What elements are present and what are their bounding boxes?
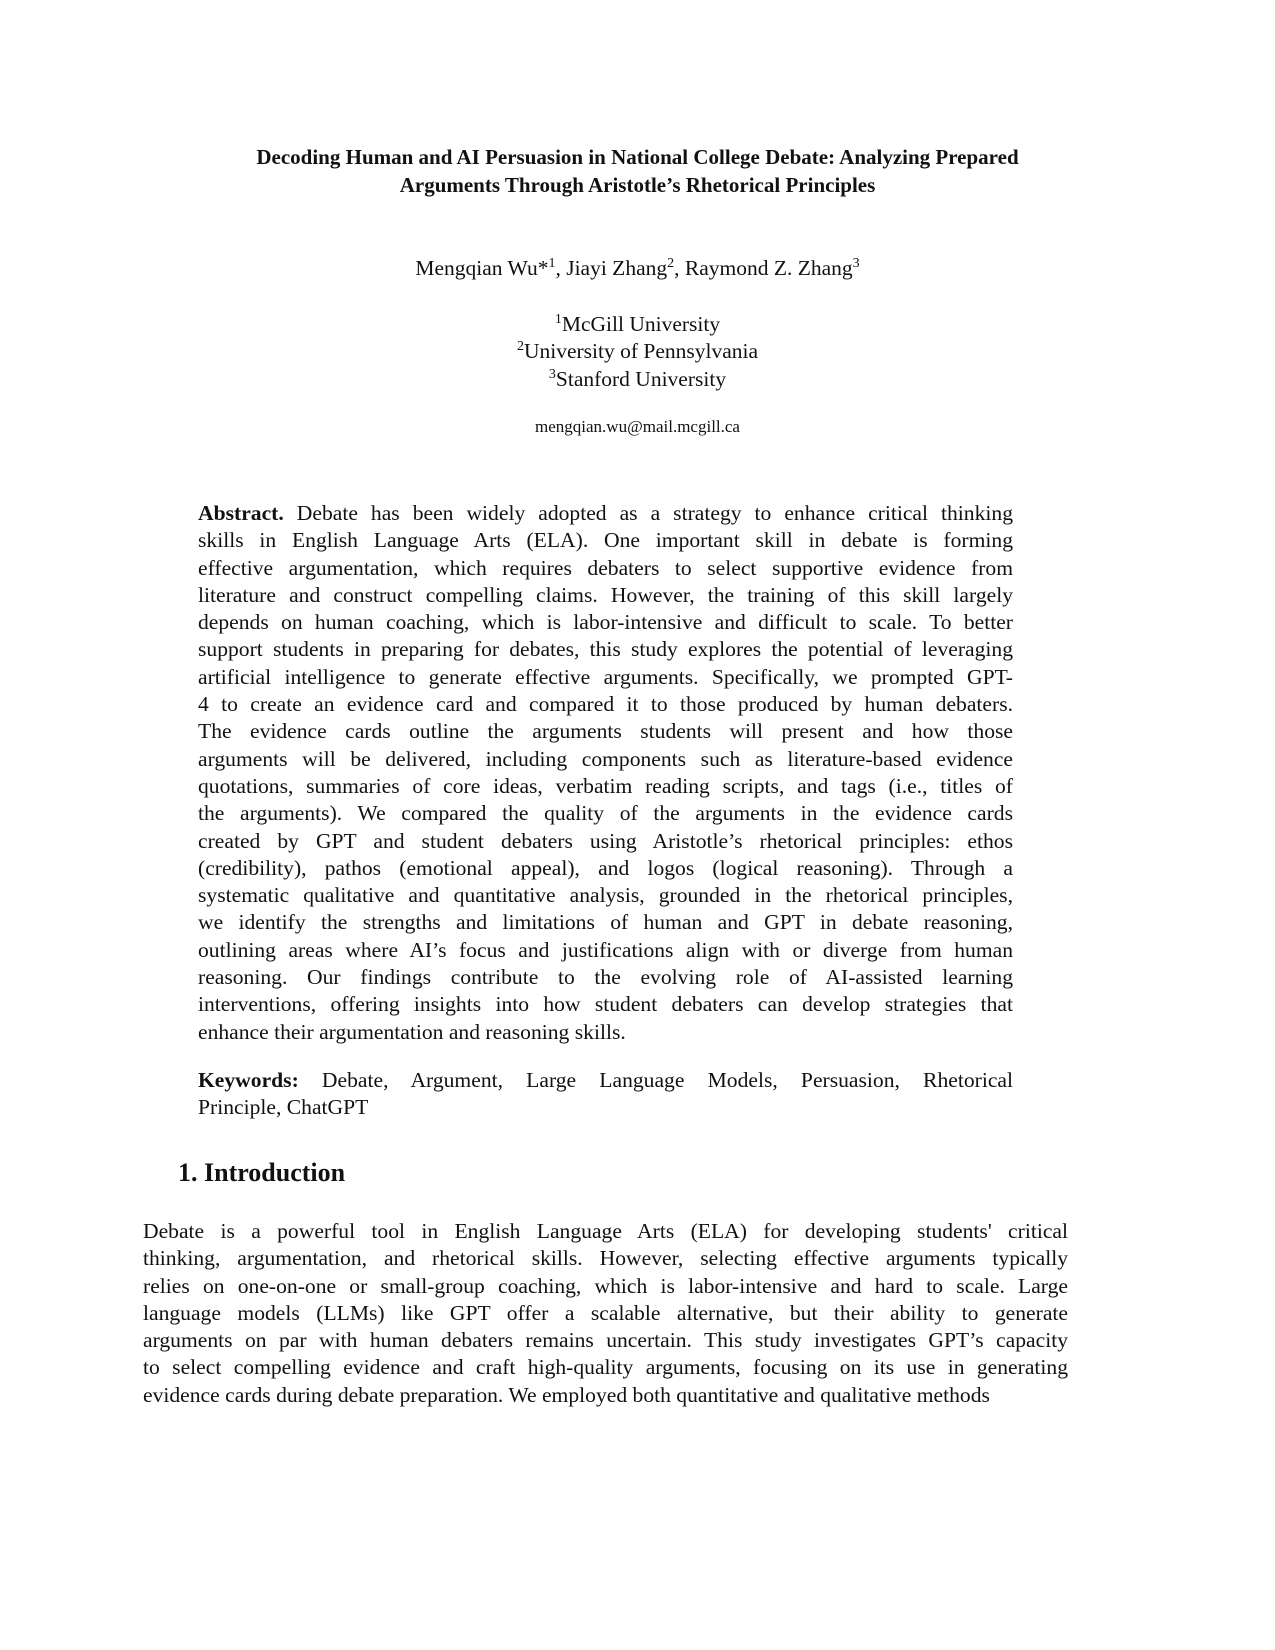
text-line: [198, 882, 1013, 909]
text-line-content: [198, 746, 1013, 773]
label: Abstract.: [198, 501, 284, 525]
line-text: effective argumentation, which requires debaters to select supportive evidence from: [198, 555, 1013, 580]
text-line: [198, 1094, 1013, 1121]
line-text: Debate is a powerful tool in English Language Arts (ELA) for developing students' critical: [143, 1219, 1068, 1243]
line-text: language models (LLMs) like GPT offer a scalable alternative, but their ability to generate: [143, 1300, 1068, 1325]
text-line: [143, 1218, 1068, 1245]
author-affiliation-mark: 2: [667, 255, 675, 271]
introduction-body: [143, 1218, 1068, 1409]
text-line-content: [198, 937, 1013, 964]
text-line: [198, 855, 1013, 882]
text-line: [143, 1354, 1068, 1381]
text-line: [198, 664, 1013, 691]
text-line-content: [143, 1245, 1068, 1272]
text-line-content: [143, 1273, 1068, 1300]
line-text: Debate has been widely adopted as a strategy to enhance critical thinking: [283, 501, 1013, 525]
line-text: 4 to create an evidence card and compared it to those produced by human debaters.: [198, 692, 1013, 717]
text-line-content: [198, 882, 1013, 909]
text-line: [198, 991, 1013, 1018]
author-separator: ,: [555, 256, 567, 280]
text-line: [198, 746, 1013, 773]
line-text: relies on one-on-one or small-group coaching, which is labor-intensive and hard to scale. Large: [143, 1273, 1068, 1298]
line-text: depends on human coaching, which is labor-intensive and difficult to scale. To better: [198, 610, 1013, 635]
line-text: skills in English Language Arts (ELA). One important skill in debate is forming: [198, 528, 1013, 553]
keywords: [198, 1067, 1013, 1122]
text-line: [198, 1019, 1013, 1046]
author-name: Raymond Z. Zhang: [684, 256, 853, 280]
line-text: the arguments). We compared the quality of the arguments in the evidence cards: [198, 801, 1013, 826]
author-name: Jiayi Zhang: [566, 256, 668, 280]
affiliations: [0, 311, 1275, 393]
text-line: [198, 773, 1013, 800]
text-line-content: [198, 500, 1013, 527]
text-line-content: [198, 664, 1013, 691]
line-text: to select compelling evidence and craft high-quality arguments, focusing on its use in generating: [143, 1355, 1068, 1380]
text-line-content: [198, 828, 1013, 855]
text-line-content: [198, 609, 1013, 636]
label: Keywords:: [198, 1068, 299, 1092]
author-affiliation-mark: 3: [852, 255, 860, 271]
text-line-content: [143, 1300, 1068, 1327]
line-text: evidence cards during debate preparation. We employed both quantitative and qualitative methods: [143, 1382, 990, 1407]
line-text: (credibility), pathos (emotional appeal), and logos (logical reasoning). Through a: [198, 855, 1013, 880]
affiliation: [0, 338, 1275, 365]
line-text: thinking, argumentation, and rhetorical skills. However, selecting effective arguments typically: [143, 1246, 1068, 1271]
text-line: [198, 500, 1013, 527]
text-line-content: [143, 1382, 1068, 1409]
text-line: [198, 609, 1013, 636]
author-separator: ,: [674, 256, 685, 280]
affiliation-mark: 3: [548, 366, 556, 382]
text-line-content: [198, 773, 1013, 800]
line-text: we identify the strengths and limitations of human and GPT in debate reasoning,: [198, 910, 1013, 935]
text-line: [198, 718, 1013, 745]
line-text: Principle, ChatGPT: [198, 1095, 369, 1120]
affiliation-name: University of Pennsylvania: [523, 339, 759, 364]
text-line-content: [198, 527, 1013, 554]
affiliation-name: Stanford University: [555, 366, 727, 391]
line-text: literature and construct compelling claims. However, the training of this skill largely: [198, 582, 1013, 607]
title-line: Decoding Human and AI Persuasion in National College Debate: Analyzing Prepared: [256, 145, 1019, 169]
text-line-content: [143, 1327, 1068, 1354]
text-line-content: [198, 991, 1013, 1018]
text-line: [198, 828, 1013, 855]
line-text: artificial intelligence to generate effective arguments. Specifically, we prompted GPT-: [198, 664, 1013, 689]
text-line: [143, 1382, 1068, 1409]
section-heading-introduction: 1. Introduction: [178, 1158, 346, 1187]
author-name: Mengqian Wu*: [415, 256, 549, 280]
line-text: support students in preparing for debates, this study explores the potential of leveraging: [198, 637, 1013, 662]
text-line: [143, 1245, 1068, 1272]
affiliation: [0, 311, 1275, 338]
affiliation-mark: 1: [554, 311, 562, 327]
text-line-content: [143, 1354, 1068, 1381]
text-line-content: [198, 1094, 1013, 1121]
affiliation-mark: 2: [516, 339, 524, 355]
text-line: [198, 964, 1013, 991]
text-line: [143, 1273, 1068, 1300]
text-line-content: [198, 582, 1013, 609]
line-text: enhance their argumentation and reasoning skills.: [198, 1019, 626, 1044]
line-text: systematic qualitative and quantitative analysis, grounded in the rhetorical principles,: [198, 883, 1013, 908]
author-affiliation-mark: 1: [548, 255, 556, 271]
text-line-content: [198, 636, 1013, 663]
text-line-content: [198, 1019, 1013, 1046]
text-line-content: [198, 909, 1013, 936]
text-line-content: [143, 1218, 1068, 1245]
text-line-content: [198, 555, 1013, 582]
line-text: arguments on par with human debaters remains uncertain. This study investigates GPT’s capacity: [143, 1328, 1068, 1353]
text-line-content: [198, 1067, 1013, 1094]
abstract: [198, 500, 1013, 1046]
line-text: quotations, summaries of core ideas, verbatim reading scripts, and tags (i.e., titles of: [198, 773, 1013, 798]
text-line-content: [198, 855, 1013, 882]
text-line-content: [198, 800, 1013, 827]
author-list: [0, 256, 1275, 281]
line-text: Debate, Argument, Large Language Models, Persuasion, Rhetorical: [298, 1068, 1013, 1092]
text-line-content: [198, 691, 1013, 718]
text-line-content: [198, 964, 1013, 991]
text-line: [198, 909, 1013, 936]
text-line: [198, 527, 1013, 554]
line-text: outlining areas where AI’s focus and justifications align with or diverge from human: [198, 937, 1013, 962]
text-line: [143, 1300, 1068, 1327]
text-line: [143, 1327, 1068, 1354]
contact-email: mengqian.wu@mail.mcgill.ca: [535, 417, 740, 436]
text-line: [198, 1067, 1013, 1094]
text-line: [198, 636, 1013, 663]
affiliation: [0, 366, 1275, 393]
text-line: [198, 937, 1013, 964]
line-text: created by GPT and student debaters using Aristotle’s rhetorical principles: ethos: [198, 828, 1013, 853]
text-line-content: [198, 718, 1013, 745]
text-line: [198, 582, 1013, 609]
affiliation-name: McGill University: [561, 312, 721, 336]
line-text: The evidence cards outline the arguments students will present and how those: [198, 719, 1013, 744]
line-text: reasoning. Our findings contribute to the evolving role of AI-assisted learning: [198, 965, 1013, 990]
line-text: interventions, offering insights into how student debaters can develop strategies that: [198, 992, 1013, 1017]
line-text: arguments will be delivered, including components such as literature-based evidence: [198, 746, 1013, 771]
text-line: [198, 555, 1013, 582]
text-line: [198, 691, 1013, 718]
paper-title: [100, 143, 1175, 199]
text-line: [198, 800, 1013, 827]
title-line: Arguments Through Aristotle’s Rhetorical Principles: [399, 173, 876, 197]
